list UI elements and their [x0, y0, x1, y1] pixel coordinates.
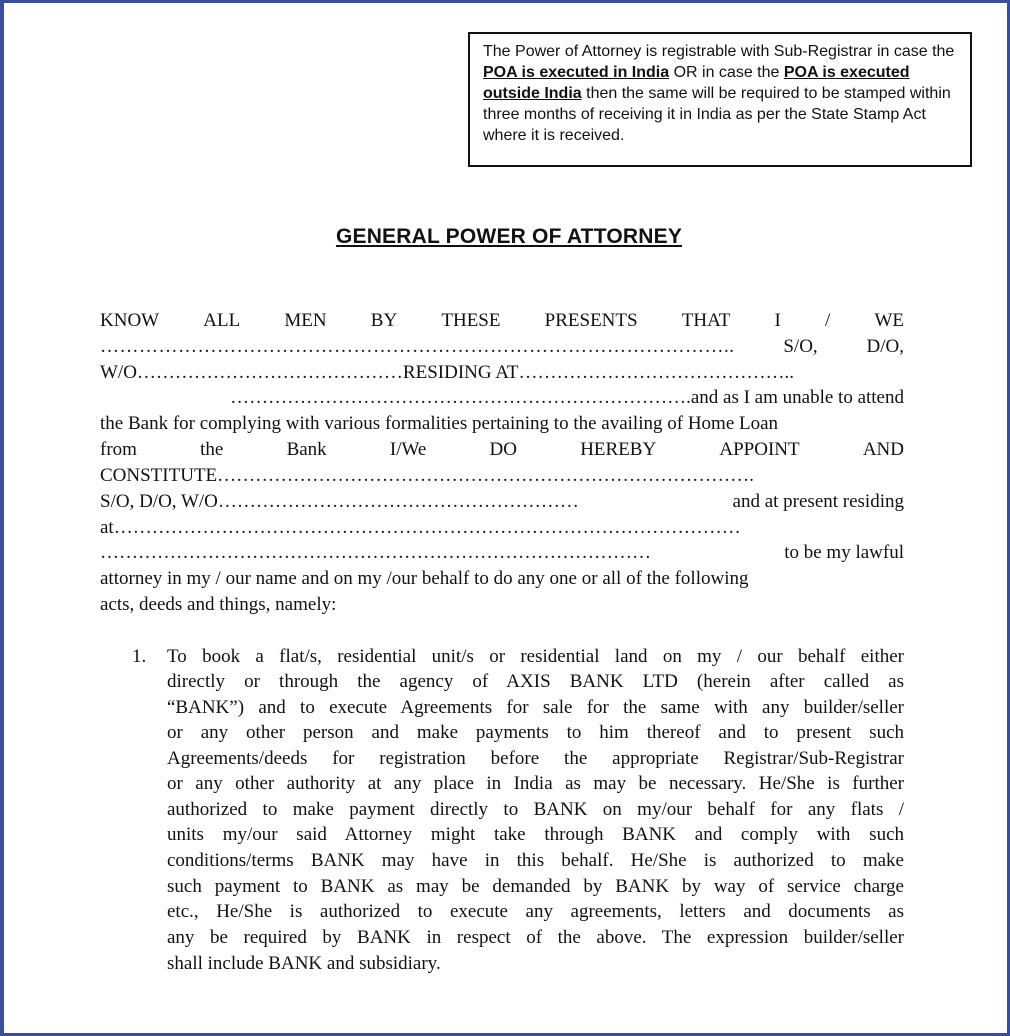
list-item-number: 1.	[132, 646, 147, 667]
blank-address-field: ……………………………………………………………………………	[100, 542, 651, 563]
item-line: shall include BANK and subsidiary.	[167, 953, 441, 974]
intro-word: MEN	[284, 310, 327, 331]
intro-word: APPOINT	[719, 439, 800, 460]
intro-line-2	[100, 336, 904, 362]
intro-line-11: attorney in my / our name and on my /our behalf to do any one or all of the following	[100, 568, 749, 589]
intro-word: THESE	[441, 310, 501, 331]
item-line: “BANK”) and to execute Agreements for sale for the same with any builder/seller	[167, 697, 904, 718]
intro-word: /	[824, 310, 831, 331]
blank-name-field: ……………………………………………………………………………………..	[100, 336, 735, 357]
intro-line-7: CONSTITUTE………………………………………………………………………….	[100, 465, 754, 486]
intro-text: to be my lawful	[784, 542, 904, 563]
note-text-2: OR in case the	[669, 64, 784, 81]
relation-do: D/O,	[866, 336, 904, 357]
intro-word: ALL	[203, 310, 241, 331]
intro-word: KNOW	[100, 310, 160, 331]
intro-word: the	[200, 439, 224, 460]
intro-line-5: the Bank for complying with various formalities pertaining to the availing of Home Loan	[100, 413, 779, 434]
intro-line-9: at………………………………………………………………………………………	[100, 517, 741, 538]
intro-word: PRESENTS	[544, 310, 638, 331]
registration-note-box	[468, 32, 972, 167]
intro-word: Bank	[286, 439, 327, 460]
item-line: Agreements/deeds for registration before the appropriate Registrar/Sub-Registrar	[167, 748, 904, 769]
note-text-1: The Power of Attorney is registrable with Sub-Registrar in case the	[483, 43, 955, 60]
intro-word: AND	[862, 439, 904, 460]
blank-attorney-relation: S/O, D/O, W/O…………………………………………………	[100, 491, 579, 512]
relation-so: S/O,	[783, 336, 818, 357]
item-line: such payment to BANK as may be demanded by BANK by way of service charge	[167, 876, 904, 897]
intro-line-12: acts, deeds and things, namely:	[100, 594, 337, 615]
intro-word: HEREBY	[580, 439, 657, 460]
item-line: or any other person and make payments to him thereof and to present such	[167, 722, 904, 743]
intro-word: from	[100, 439, 137, 460]
intro-word: DO	[489, 439, 517, 460]
item-line: any be required by BANK in respect of the above. The expression builder/seller	[167, 927, 904, 948]
item-line: conditions/terms BANK may have in this behalf. He/She is authorized to make	[167, 850, 904, 871]
item-line: directly or through the agency of AXIS BANK LTD (herein after called as	[167, 671, 904, 692]
intro-line-10	[100, 542, 904, 568]
note-emphasis-india: POA is executed in India	[483, 64, 670, 81]
intro-word: BY	[370, 310, 398, 331]
item-line: etc., He/She is authorized to execute any agreements, letters and documents as	[167, 901, 904, 922]
intro-line-6	[100, 439, 904, 465]
note-text-3: then the same will be required to be stamped within three months of receiving it in India as per the State Stamp Act where it is received.	[483, 85, 951, 144]
intro-word: THAT	[681, 310, 731, 331]
item-line: units my/our said Attorney might take through BANK and comply with such	[167, 824, 904, 845]
document-title: GENERAL POWER OF ATTORNEY	[335, 225, 683, 248]
intro-word: WE	[874, 310, 904, 331]
item-line: or any other authority at any place in India as may be necessary. He/She is further	[167, 773, 904, 794]
intro-line-4: ……………………………………………………………….and as I am unable to attend	[230, 387, 904, 408]
note-emphasis-outside-india: POA is executed outside India	[483, 64, 910, 102]
intro-text: and at present residing	[732, 491, 904, 512]
item-line: To book a flat/s, residential unit/s or residential land on my / our behalf either	[167, 646, 904, 667]
intro-line-8	[100, 491, 904, 517]
item-line: authorized to make payment directly to BANK on my/our behalf for any flats /	[167, 799, 904, 820]
intro-line-3: W/O……………………………………RESIDING AT……………………………………..	[100, 362, 795, 383]
intro-word: I	[774, 310, 781, 331]
intro-word: I/We	[389, 439, 427, 460]
intro-line-1	[100, 310, 904, 336]
